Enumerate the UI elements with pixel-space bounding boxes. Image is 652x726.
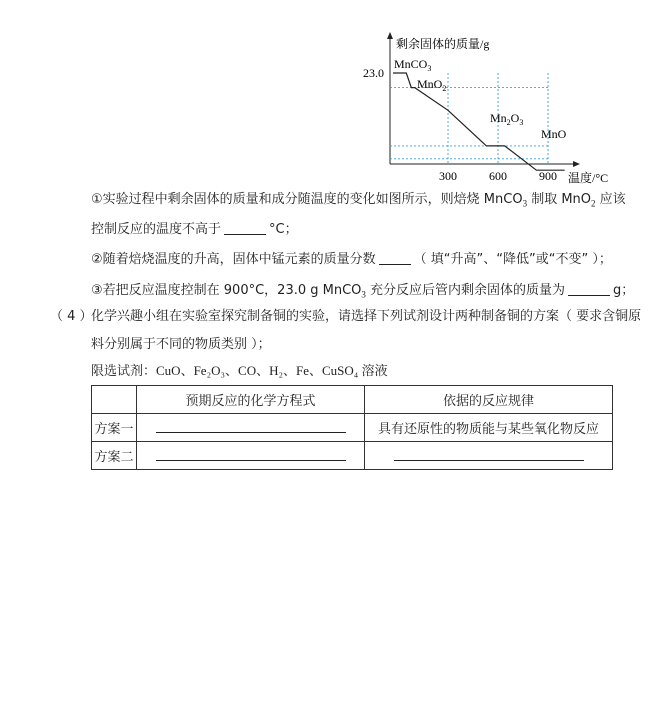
question-4: （ 4 ）化学兴趣小组在实验室探究制备铜的实验，请选择下列试剂设计两种制备铜的方案（ 要求含铜原 [50, 309, 642, 324]
mass-temperature-chart [350, 30, 640, 190]
answer-blank[interactable] [379, 250, 411, 265]
y-axis-arrow [387, 32, 393, 39]
plan-two-rule[interactable] [365, 442, 613, 470]
answer-blank[interactable] [156, 446, 346, 461]
y-axis-label: 剩余固体的质量/g [396, 37, 490, 51]
plan-one-rule: 具有还原性的物质能与某些氧化物反应 [365, 414, 613, 442]
plan-table [91, 385, 613, 470]
x-tick-label: 900 [539, 169, 558, 183]
table-row [92, 442, 613, 470]
question-4-line2: 料分别属于不同的物质类别 ）； [91, 337, 271, 352]
label-mnco3: MnCO$_3$ [394, 57, 432, 73]
reagents-line: 限选试剂：CuO、Fe₂O₃、CO、H₂、Fe、CuSO₄ 溶液 [91, 363, 388, 379]
answer-blank[interactable] [224, 220, 266, 235]
plan-two-equation[interactable] [137, 442, 365, 470]
plan-one-label: 方案一 [92, 414, 137, 442]
x-tick-label: 300 [439, 169, 458, 183]
label-mno: MnO [541, 127, 567, 141]
question-3-1-line2: 控制反应的温度不高于 °C； [91, 222, 298, 237]
y-tick-label: 23.0 [363, 66, 384, 80]
table-row [92, 414, 613, 442]
x-tick-label: 600 [489, 169, 508, 183]
answer-blank[interactable] [394, 446, 584, 461]
plan-one-equation[interactable] [137, 414, 365, 442]
question-3-2: ②随着焙烧温度的升高，固体中锰元素的质量分数 （ 填“升高”、“降低”或“不变” ）； [91, 252, 612, 267]
question-3-1-line1: ①实验过程中剩余固体的质量和成分随温度的变化如图所示，则焙烧 MnCO$_3$ 制取 MnO$_2$ 应该 [91, 192, 626, 209]
plan-two-label: 方案二 [92, 442, 137, 470]
answer-blank[interactable] [568, 281, 610, 296]
table-header-equation: 预期反应的化学方程式 [137, 386, 365, 414]
x-axis-arrow [573, 161, 580, 167]
x-axis-label: 温度/°C [568, 171, 609, 185]
table-header-rule: 依据的反应规律 [365, 386, 613, 414]
table-row [92, 386, 613, 414]
answer-blank[interactable] [156, 418, 346, 433]
question-3-3: ③若把反应温度控制在 900°C，23.0 g MnCO$_3$ 充分反应后管内剩余固体的质量为 g； [91, 283, 635, 300]
label-mn2o3: $Mn_2O_3$ [490, 111, 524, 127]
table-header-empty [92, 386, 137, 414]
label-mno2: MnO$_2$ [417, 77, 447, 93]
